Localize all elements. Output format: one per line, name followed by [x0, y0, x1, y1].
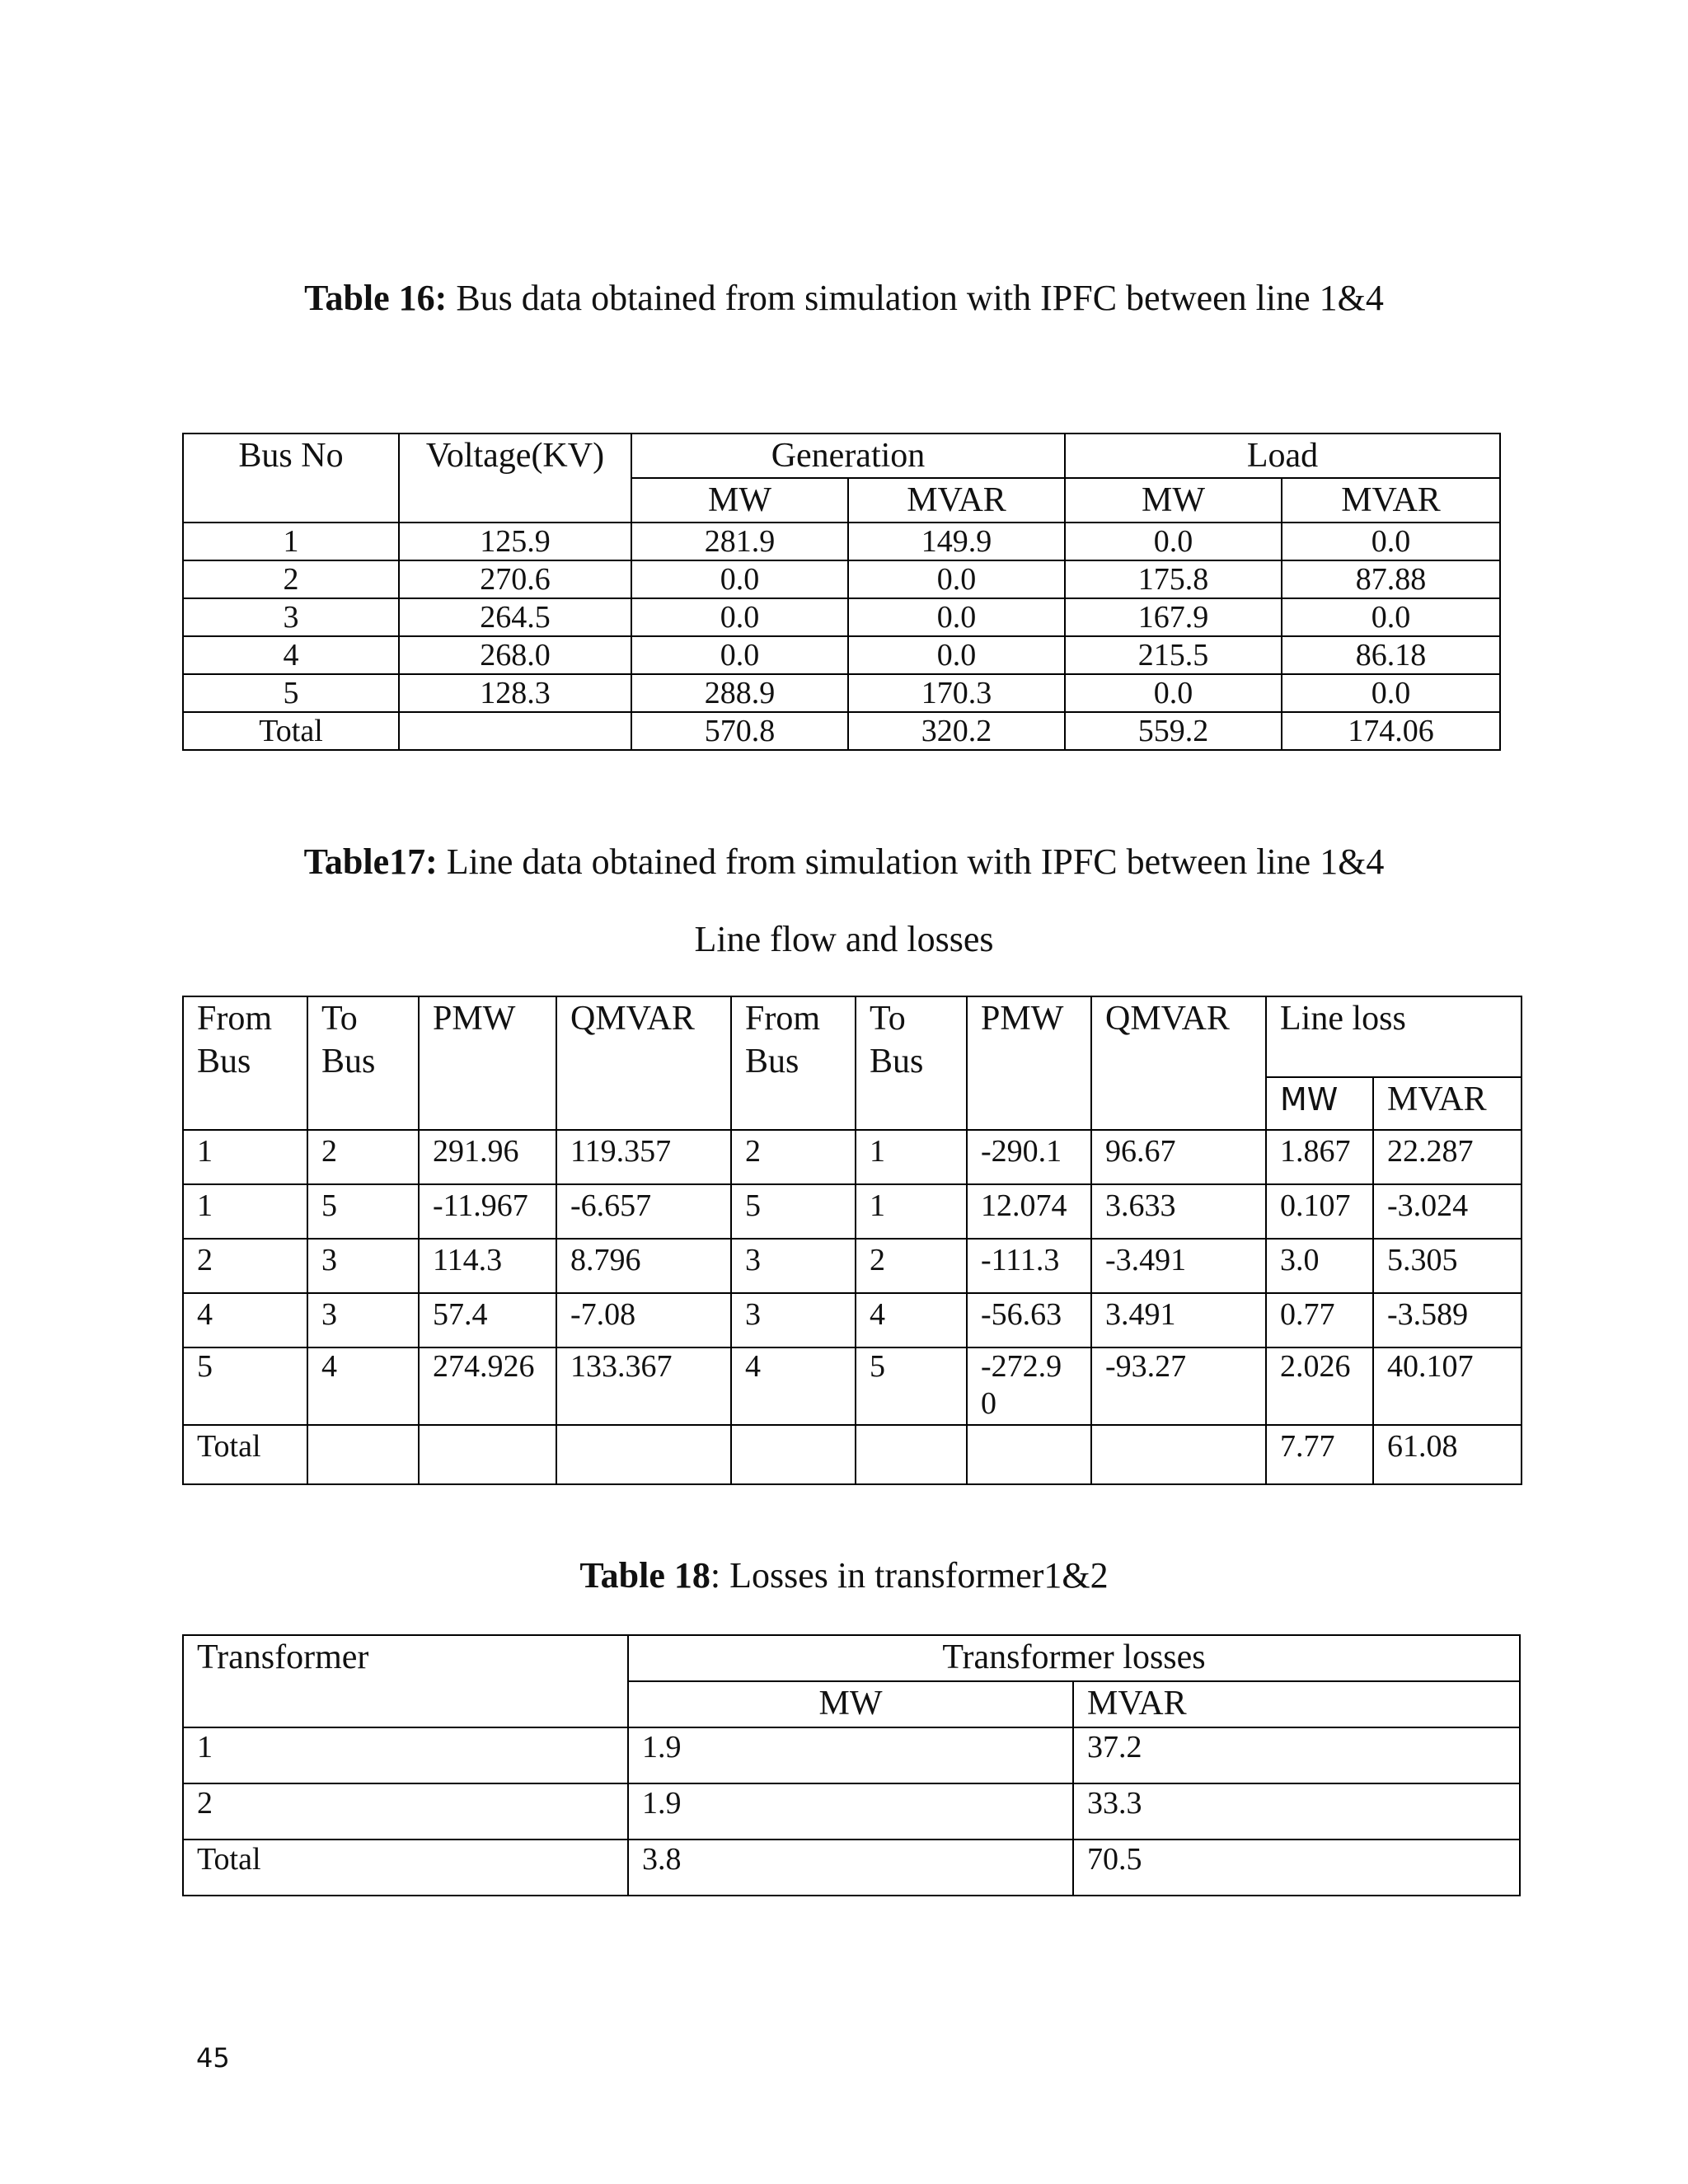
cell-to-bus-return: 5 [856, 1347, 967, 1425]
table17-caption [0, 841, 1688, 883]
cell-from-bus: 1 [183, 1184, 307, 1239]
table17-subtitle: Line flow and losses [694, 919, 994, 959]
cell-total-loss-mw: 7.77 [1266, 1425, 1373, 1484]
cell-pmw-return: 12.074 [967, 1184, 1091, 1239]
table17-caption-text: Line data obtained from simulation with IPFC between line 1&4 [437, 841, 1385, 882]
header-mvar: MVAR [1073, 1681, 1520, 1727]
cell-load-mvar: 87.88 [1282, 560, 1500, 598]
cell-load-mvar: 0.0 [1282, 674, 1500, 712]
cell-loss-mvar: -3.589 [1373, 1293, 1522, 1347]
cell-gen-mw: 288.9 [631, 674, 848, 712]
cell-load-mw: 0.0 [1065, 523, 1282, 560]
cell-loss-mw: 1.867 [1266, 1130, 1373, 1184]
table-header-row [183, 434, 1500, 478]
header-bus-no: Bus No [183, 434, 399, 523]
cell-gen-mvar: 0.0 [848, 560, 1065, 598]
header-line-loss: Line loss [1266, 996, 1522, 1077]
table-row [183, 1184, 1522, 1239]
table16-caption-text: Bus data obtained from simulation with IPFC between line 1&4 [447, 278, 1384, 318]
cell-qmvar: -6.657 [556, 1184, 731, 1239]
transformer-losses-table [182, 1634, 1521, 1896]
cell-transformer: 1 [183, 1727, 628, 1783]
cell-pmw-return: -111.3 [967, 1239, 1091, 1293]
header-qmvar-return: QMVAR [1091, 996, 1266, 1130]
cell-from-bus-return: 5 [731, 1184, 856, 1239]
table-header-row [183, 996, 1522, 1077]
cell-voltage: 125.9 [399, 523, 631, 560]
cell-from-bus-return: 3 [731, 1293, 856, 1347]
table18-caption-text: : Losses in transformer1&2 [710, 1555, 1109, 1596]
table-row [183, 1727, 1520, 1783]
header-transformer: Transformer [183, 1635, 628, 1727]
cell-bus: 2 [183, 560, 399, 598]
cell-load-mvar: 86.18 [1282, 636, 1500, 674]
cell-to-bus-return: 4 [856, 1293, 967, 1347]
cell-load-mvar: 174.06 [1282, 712, 1500, 750]
cell-loss-mw: 0.77 [1266, 1293, 1373, 1347]
cell-from-bus: 4 [183, 1293, 307, 1347]
cell-loss-mvar: -3.024 [1373, 1184, 1522, 1239]
header-to-bus: To Bus [307, 996, 419, 1130]
cell-bus: 4 [183, 636, 399, 674]
table-total-row [183, 712, 1500, 750]
cell-gen-mvar: 320.2 [848, 712, 1065, 750]
cell-from-bus: 2 [183, 1239, 307, 1293]
cell-qmvar-return: 3.491 [1091, 1293, 1266, 1347]
cell-qmvar-return: 3.633 [1091, 1184, 1266, 1239]
table-row [183, 1347, 1522, 1425]
header-load: Load [1065, 434, 1500, 478]
cell-empty [419, 1425, 556, 1484]
cell-voltage: 264.5 [399, 598, 631, 636]
cell-to-bus: 2 [307, 1130, 419, 1184]
table18-caption [0, 1554, 1688, 1597]
cell-load-mvar: 0.0 [1282, 523, 1500, 560]
table16-caption-label: Table 16: [304, 278, 448, 318]
cell-gen-mvar: 149.9 [848, 523, 1065, 560]
cell-voltage: 268.0 [399, 636, 631, 674]
header-load-mw: MW [1065, 478, 1282, 523]
cell-from-bus: 5 [183, 1347, 307, 1425]
cell-transformer: 2 [183, 1783, 628, 1840]
cell-qmvar-return: -93.27 [1091, 1347, 1266, 1425]
header-gen-mvar: MVAR [848, 478, 1065, 523]
cell-qmvar: 119.357 [556, 1130, 731, 1184]
cell-bus: 1 [183, 523, 399, 560]
table-header-row [183, 1635, 1520, 1681]
cell-gen-mw: 281.9 [631, 523, 848, 560]
cell-pmw: 291.96 [419, 1130, 556, 1184]
table-row [183, 560, 1500, 598]
cell-from-bus-return: 3 [731, 1239, 856, 1293]
table18-caption-label: Table 18 [579, 1555, 710, 1596]
table-row [183, 1293, 1522, 1347]
cell-load-mw: 215.5 [1065, 636, 1282, 674]
cell-load-mvar: 0.0 [1282, 598, 1500, 636]
header-generation: Generation [631, 434, 1065, 478]
header-gen-mw: MW [631, 478, 848, 523]
cell-pmw: 274.926 [419, 1347, 556, 1425]
cell-bus: 5 [183, 674, 399, 712]
header-from-bus: From Bus [183, 996, 307, 1130]
cell-loss-mw: 0.107 [1266, 1184, 1373, 1239]
cell-loss-mw: 2.026 [1266, 1347, 1373, 1425]
cell-qmvar-return: -3.491 [1091, 1239, 1266, 1293]
cell-voltage: 128.3 [399, 674, 631, 712]
table-row [183, 523, 1500, 560]
header-pmw: PMW [419, 996, 556, 1130]
cell-mvar: 33.3 [1073, 1783, 1520, 1840]
cell-mw: 1.9 [628, 1727, 1073, 1783]
cell-mw: 1.9 [628, 1783, 1073, 1840]
table17-caption-label: Table17: [303, 841, 438, 882]
cell-gen-mvar: 0.0 [848, 636, 1065, 674]
bus-data-table [182, 433, 1501, 751]
cell-load-mw: 559.2 [1065, 712, 1282, 750]
cell-pmw-return: -290.1 [967, 1130, 1091, 1184]
header-transformer-losses: Transformer losses [628, 1635, 1520, 1681]
cell-pmw: 114.3 [419, 1239, 556, 1293]
cell-voltage [399, 712, 631, 750]
cell-loss-mvar: 5.305 [1373, 1239, 1522, 1293]
table-row [183, 636, 1500, 674]
header-pmw-return: PMW [967, 996, 1091, 1130]
header-load-mvar: MVAR [1282, 478, 1500, 523]
header-mw: MW [628, 1681, 1073, 1727]
table-total-row [183, 1840, 1520, 1896]
header-to-bus-return: To Bus [856, 996, 967, 1130]
header-loss-mvar: MVAR [1373, 1077, 1522, 1130]
table-row [183, 1130, 1522, 1184]
header-qmvar: QMVAR [556, 996, 731, 1130]
table16-caption [0, 277, 1688, 320]
cell-bus: Total [183, 712, 399, 750]
cell-empty [856, 1425, 967, 1484]
cell-pmw-return: -56.63 [967, 1293, 1091, 1347]
cell-to-bus: 4 [307, 1347, 419, 1425]
line-data-table [182, 996, 1522, 1485]
cell-pmw: -11.967 [419, 1184, 556, 1239]
cell-empty [556, 1425, 731, 1484]
cell-bus: 3 [183, 598, 399, 636]
cell-gen-mvar: 170.3 [848, 674, 1065, 712]
cell-empty [731, 1425, 856, 1484]
cell-gen-mw: 0.0 [631, 598, 848, 636]
cell-to-bus-return: 2 [856, 1239, 967, 1293]
cell-to-bus: 3 [307, 1239, 419, 1293]
cell-total-label: Total [183, 1425, 307, 1484]
cell-gen-mvar: 0.0 [848, 598, 1065, 636]
table-row [183, 1783, 1520, 1840]
cell-load-mw: 175.8 [1065, 560, 1282, 598]
page-number: 45 [196, 2042, 230, 2074]
cell-to-bus: 5 [307, 1184, 419, 1239]
cell-gen-mw: 0.0 [631, 636, 848, 674]
cell-mvar: 37.2 [1073, 1727, 1520, 1783]
cell-mw: 3.8 [628, 1840, 1073, 1896]
cell-qmvar: -7.08 [556, 1293, 731, 1347]
cell-empty [1091, 1425, 1266, 1484]
cell-gen-mw: 0.0 [631, 560, 848, 598]
cell-to-bus-return: 1 [856, 1130, 967, 1184]
table-row [183, 598, 1500, 636]
cell-qmvar-return: 96.67 [1091, 1130, 1266, 1184]
cell-pmw-return: -272.90 [967, 1347, 1091, 1425]
cell-transformer: Total [183, 1840, 628, 1896]
cell-to-bus: 3 [307, 1293, 419, 1347]
cell-load-mw: 167.9 [1065, 598, 1282, 636]
cell-from-bus-return: 2 [731, 1130, 856, 1184]
table-total-row [183, 1425, 1522, 1484]
cell-loss-mw: 3.0 [1266, 1239, 1373, 1293]
header-from-bus-return: From Bus [731, 996, 856, 1130]
cell-pmw: 57.4 [419, 1293, 556, 1347]
cell-qmvar: 133.367 [556, 1347, 731, 1425]
cell-empty [307, 1425, 419, 1484]
cell-load-mw: 0.0 [1065, 674, 1282, 712]
header-voltage: Voltage(KV) [399, 434, 631, 523]
cell-voltage: 270.6 [399, 560, 631, 598]
cell-mvar: 70.5 [1073, 1840, 1520, 1896]
cell-total-loss-mvar: 61.08 [1373, 1425, 1522, 1484]
cell-qmvar: 8.796 [556, 1239, 731, 1293]
cell-loss-mvar: 40.107 [1373, 1347, 1522, 1425]
cell-loss-mvar: 22.287 [1373, 1130, 1522, 1184]
cell-to-bus-return: 1 [856, 1184, 967, 1239]
table-row [183, 1239, 1522, 1293]
cell-gen-mw: 570.8 [631, 712, 848, 750]
cell-from-bus-return: 4 [731, 1347, 856, 1425]
header-loss-mw: MW [1266, 1077, 1373, 1130]
cell-from-bus: 1 [183, 1130, 307, 1184]
cell-empty [967, 1425, 1091, 1484]
table-row [183, 674, 1500, 712]
